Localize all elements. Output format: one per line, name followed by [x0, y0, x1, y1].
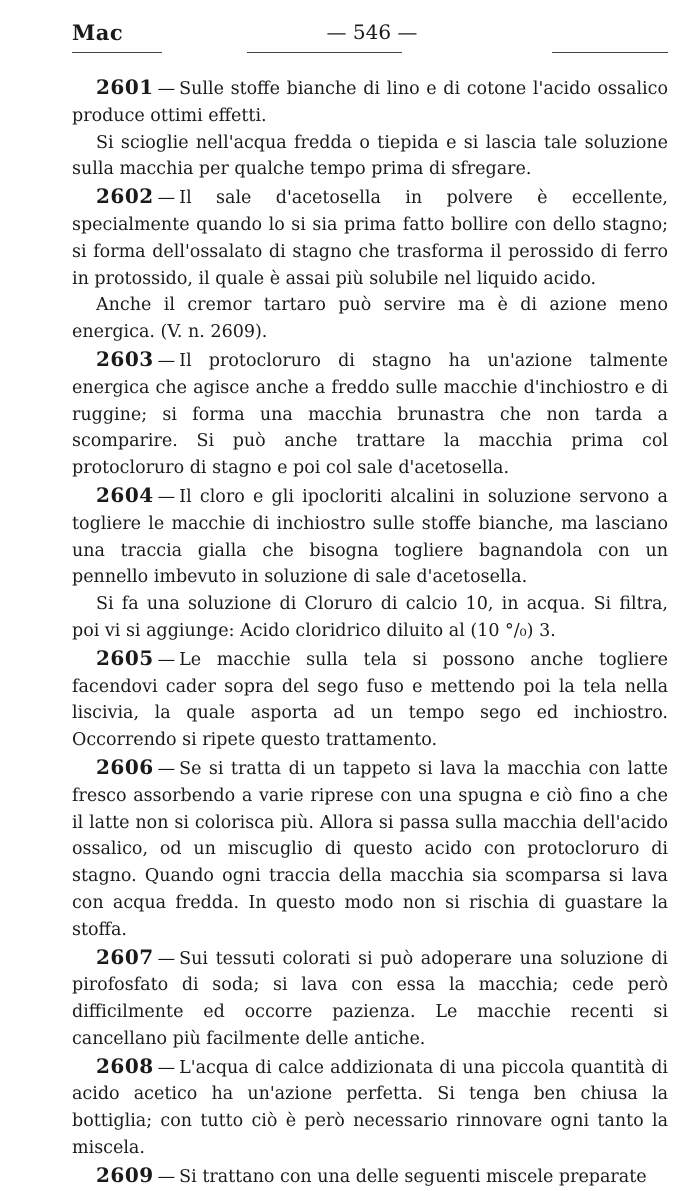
entry-number: 2608 [96, 1053, 154, 1078]
page-number: — 546 — [326, 20, 418, 44]
entry-dash: — [157, 486, 176, 507]
entry-number: 2605 [96, 645, 154, 670]
entry-number: 2604 [96, 482, 154, 507]
paragraph-continuation [72, 292, 668, 346]
entry-number: 2601 [96, 75, 154, 99]
entry-dash: — [157, 1166, 176, 1187]
entry-dash: — [157, 649, 176, 670]
header-rule-mid [247, 52, 402, 53]
header-rule-left [72, 52, 162, 53]
paragraph-2603 [72, 346, 668, 482]
entry-number: 2609 [96, 1162, 154, 1187]
paragraph-2607 [72, 944, 668, 1053]
paragraph-continuation [72, 130, 668, 184]
paragraph-continuation [72, 591, 668, 645]
paragraph-text: Si fa una soluzione di Cloruro di calcio 10, in acqua. Si filtra, poi vi si aggiunge: Acido cloridrico diluito al (10 °/₀) 3. [72, 594, 668, 641]
entry-number: 2606 [96, 754, 154, 779]
entry-number: 2607 [96, 944, 154, 969]
entry-number: 2603 [96, 346, 154, 371]
paragraph-text: Il sale d'acetosella in polvere è eccellente, specialmente quando lo si sia prima fatto bollire con dello stagno; si forma dell'ossalato di stagno che trasforma il perossido di ferro in protossido, il quale è assai più solubile nel liquido acido. [72, 188, 668, 289]
paragraph-text: Sui tessuti colorati si può adoperare una soluzione di pirofosfato di soda; si lava con essa la macchia; cede però difficilmente ed occorre pazienza. Le macchie recenti si cancellano più facilmente delle antiche. [72, 948, 668, 1049]
paragraph-text: Si scioglie nell'acqua fredda o tiepida e si lascia tale soluzione sulla macchia per qualche tempo prima di sfregare. [72, 132, 668, 180]
paragraph-2605 [72, 645, 668, 754]
paragraph-text: Il protocloruro di stagno ha un'azione talmente energica che agisce anche a freddo sulle macchie d'inchiostro e di ruggine; si forma una macchia brunastra che non tarda a scomparire. Si può anche trattare la macchia prima col protocloruro di stagno e poi col sale d'acetosella. [72, 350, 668, 479]
header-rule-right [552, 52, 668, 53]
entry-dash: — [157, 758, 176, 779]
entry-dash: — [157, 79, 176, 99]
paragraph-text: Si trattano con una delle seguenti miscele preparate [179, 1166, 647, 1187]
paragraph-text: Se si tratta di un tappeto si lava la macchia con latte fresco assorbendo a varie riprese con una spugna e ciò fino a che il latte non si colorisca più. Allora si passa sulla macchia dell'acido ossalico, od un miscuglio di questo acido con protocloruro di stagno. Quando ogni traccia della macchia sia scomparsa si lava con acqua fredda. In questo modo non si rischia di guastare la stoffa. [72, 758, 668, 940]
entry-dash: — [157, 350, 176, 371]
paragraph-text: Il cloro e gli ipocloriti alcalini in soluzione servono a togliere le macchie di inchiostro sulle stoffe bianche, ma lasciano una traccia gialla che bisogna togliere bagnandola con un pennello imbevuto in soluzione di sale d'acetosella. [72, 486, 668, 588]
entry-dash: — [157, 188, 176, 209]
paragraph-2604 [72, 482, 668, 591]
paragraph-2609 [72, 1162, 668, 1191]
paragraph-2608 [72, 1053, 668, 1162]
paragraph-2601 [72, 74, 668, 130]
running-head: Mac [72, 20, 124, 45]
entry-dash: — [157, 948, 176, 969]
paragraph-text: Sulle stoffe bianche di lino e di cotone l'acido ossalico produce ottimi effetti. [72, 79, 668, 126]
entry-dash: — [157, 1057, 176, 1078]
paragraph-text: L'acqua di calce addizionata di una piccola quantità di acido acetico ha un'azione perfetta. Si tenga ben chiusa la bottiglia; con tutto ciò è però necessario rinnovare ogni tanto la miscela. [72, 1057, 668, 1159]
paragraph-text: Le macchie sulla tela si possono anche togliere facendovi cader sopra del sego fuso e mettendo poi la tela nella liscivia, la quale asporta ad un tempo sego ed inchiostro. Occorrendo si ripete questo trattamento. [72, 649, 668, 751]
page-header [72, 16, 668, 46]
entry-number: 2602 [96, 184, 154, 209]
paragraph-text: Anche il cremor tartaro può servire ma è di azione meno energica. (V. n. 2609). [72, 295, 668, 343]
page-body [72, 74, 668, 1191]
paragraph-2602 [72, 183, 668, 292]
paragraph-2606 [72, 754, 668, 944]
